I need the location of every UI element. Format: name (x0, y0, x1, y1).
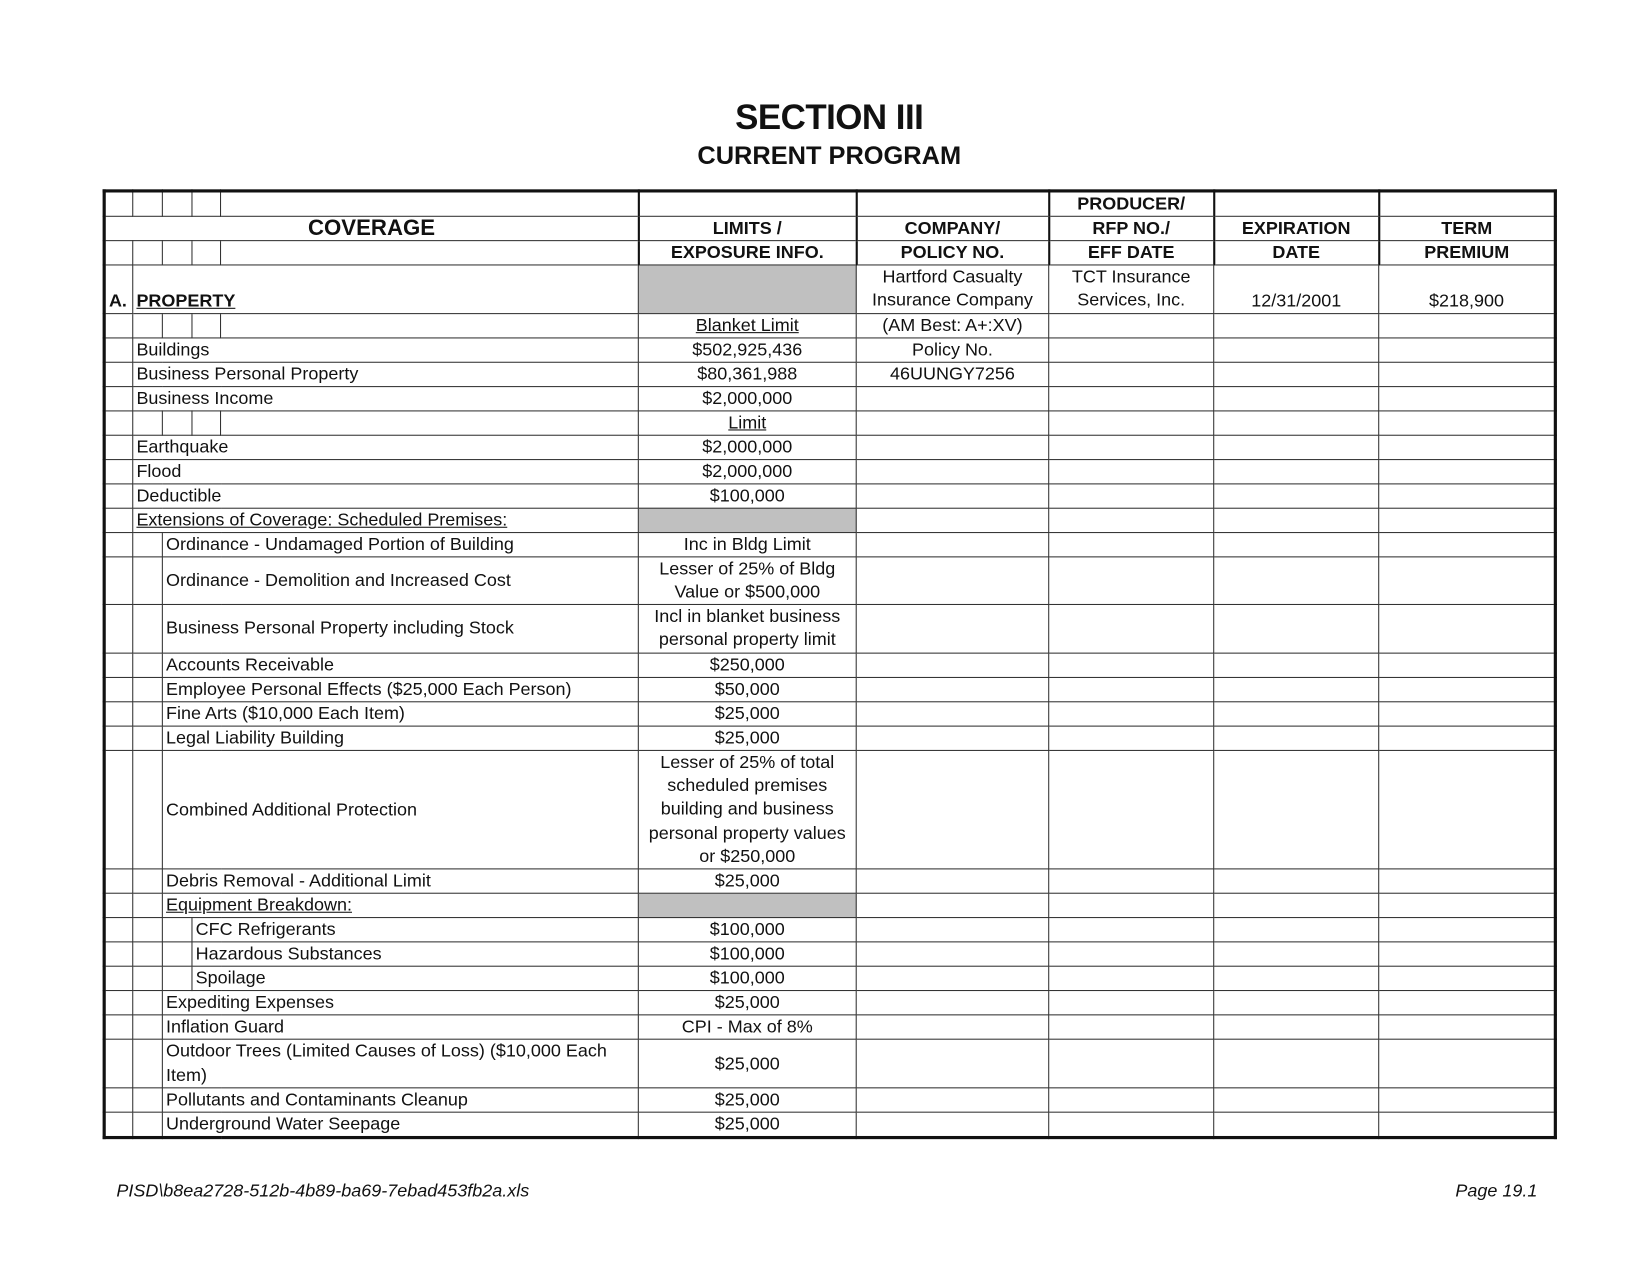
limit-cell (638, 532, 856, 556)
limit-cell (638, 386, 856, 410)
table-row (104, 991, 1555, 1015)
table-row (104, 459, 1555, 483)
extensions-heading: Extensions of Coverage: Scheduled Premises: (136, 509, 508, 530)
company-line1: Hartford Casualty (882, 266, 1023, 287)
coverage-limit: $100,000 (709, 485, 785, 506)
expiration-date: 12/31/2001 (1214, 265, 1379, 313)
policy-no-label: Policy No. (911, 339, 993, 360)
coverage-limit: $2,000,000 (702, 436, 793, 457)
limit-cell (638, 677, 856, 701)
limit-cell (638, 750, 856, 869)
coverage-name: Employee Personal Effects ($25,000 Each Person) (166, 678, 572, 699)
table-row (104, 869, 1555, 893)
coverage-limit: Lesser of 25% of total scheduled premises building and business personal property values or $250,000 (648, 751, 846, 867)
coverage-name: Pollutants and Contaminants Cleanup (166, 1089, 468, 1110)
table-row (104, 386, 1555, 410)
coverage-limit: $2,000,000 (702, 460, 793, 481)
header-row-3 (104, 241, 1555, 265)
producer-name (1049, 265, 1214, 313)
limit-cell (638, 918, 856, 942)
header-term-line2: PREMIUM (1379, 241, 1556, 265)
company-cell (856, 653, 1049, 677)
limit-cell (638, 605, 856, 653)
coverage-name: Business Income (136, 387, 274, 408)
coverage-table (103, 189, 1557, 1139)
header-producer-line2: RFP NO./ (1049, 216, 1214, 240)
limit-cell (638, 1112, 856, 1137)
coverage-cell (162, 1039, 638, 1087)
coverage-cell (162, 653, 638, 677)
table-row (104, 532, 1555, 556)
limit-cell (638, 1088, 856, 1112)
company-cell (856, 702, 1049, 726)
coverage-name: Hazardous Substances (195, 943, 382, 964)
company-cell (856, 869, 1049, 893)
company-cell (856, 918, 1049, 942)
table-row (104, 966, 1555, 990)
coverage-name: Earthquake (136, 436, 229, 457)
coverage-cell (133, 362, 639, 386)
limit-cell (638, 435, 856, 459)
coverage-name: Fine Arts ($10,000 Each Item) (166, 703, 405, 724)
coverage-cell (162, 869, 638, 893)
footer-file-path: PISD\b8ea2728-512b-4b89-ba69-7ebad453fb2a.xls (116, 1180, 530, 1201)
company-cell (856, 532, 1049, 556)
coverage-limit: $25,000 (714, 1053, 780, 1074)
coverage-name: Flood (136, 460, 182, 481)
limits-shaded-cell (638, 265, 856, 313)
company-cell (856, 1112, 1049, 1137)
coverage-name: Legal Liability Building (166, 727, 345, 748)
limit-cell (638, 1015, 856, 1039)
coverage-cell (192, 942, 638, 966)
limit-cell (638, 869, 856, 893)
coverage-cell (162, 991, 638, 1015)
limit-cell (638, 726, 856, 750)
limit-cell (638, 1039, 856, 1087)
table-row (104, 556, 1555, 604)
coverage-name: Outdoor Trees (Limited Causes of Loss) ($10,000 Each Item) (166, 1041, 607, 1085)
table-row (104, 338, 1555, 362)
coverage-cell (133, 459, 639, 483)
company-cell (856, 726, 1049, 750)
limit-cell (638, 942, 856, 966)
company-am-best: (AM Best: A+:XV) (856, 313, 1049, 337)
limit-label-row (104, 410, 1555, 434)
coverage-name: Ordinance - Demolition and Increased Cost (166, 569, 511, 591)
coverage-cell (162, 702, 638, 726)
company-cell (856, 894, 1049, 918)
coverage-cell (162, 726, 638, 750)
table-row (104, 750, 1555, 869)
header-producer-line1: PRODUCER/ (1049, 191, 1214, 216)
coverage-limit: $25,000 (714, 703, 780, 724)
company-cell (856, 966, 1049, 990)
coverage-cell (192, 966, 638, 990)
coverage-name: Spoilage (195, 968, 266, 989)
table-row (104, 362, 1555, 386)
limit-cell (638, 991, 856, 1015)
coverage-name: Deductible (136, 485, 222, 506)
equipment-heading: Equipment Breakdown: (166, 895, 352, 916)
coverage-cell (162, 1088, 638, 1112)
coverage-cell (162, 532, 638, 556)
company-cell (856, 508, 1049, 532)
limit-cell (638, 483, 856, 507)
coverage-limit: $100,000 (709, 919, 785, 940)
coverage-cell (133, 483, 639, 507)
limit-label: Limit (728, 412, 767, 433)
coverage-limit: $25,000 (714, 992, 780, 1013)
company-cell (856, 991, 1049, 1015)
company-cell (856, 750, 1049, 869)
coverage-cell (133, 386, 639, 410)
header-company-line2: POLICY NO. (856, 241, 1049, 265)
limit-cell (638, 966, 856, 990)
coverage-cell (162, 1015, 638, 1039)
company-cell (856, 386, 1049, 410)
coverage-limit: $25,000 (714, 1113, 780, 1134)
table-row (104, 1112, 1555, 1137)
term-premium: $218,900 (1379, 265, 1556, 313)
company-cell (856, 1015, 1049, 1039)
coverage-name: Combined Additional Protection (166, 799, 417, 820)
coverage-limit: $250,000 (709, 654, 785, 675)
coverage-limit: $100,000 (709, 968, 785, 989)
coverage-limit: $2,000,000 (702, 387, 793, 408)
header-expiration-line1: EXPIRATION (1214, 216, 1379, 240)
company-line2: Insurance Company (871, 290, 1033, 311)
coverage-name: Buildings (136, 339, 210, 360)
policy-number: 46UUNGY7256 (889, 363, 1015, 384)
coverage-limit: Lesser of 25% of Bldg Value or $500,000 (659, 558, 836, 602)
footer-page-label: Page 19.1 (1455, 1180, 1538, 1201)
coverage-name: Accounts Receivable (166, 654, 334, 675)
limit-cell (638, 459, 856, 483)
coverage-limit: $100,000 (709, 943, 785, 964)
table-row (104, 1015, 1555, 1039)
company-cell (856, 435, 1049, 459)
company-cell (856, 483, 1049, 507)
coverage-cell (133, 508, 639, 532)
company-cell (856, 677, 1049, 701)
coverage-name: Business Personal Property (136, 363, 359, 384)
coverage-limit: Inc in Bldg Limit (683, 533, 811, 554)
coverage-limit: $25,000 (714, 1089, 780, 1110)
company-cell (856, 362, 1049, 386)
header-coverage: COVERAGE (104, 216, 638, 240)
limit-cell (638, 338, 856, 362)
company-name (856, 265, 1049, 313)
coverage-cell (162, 1112, 638, 1137)
producer-line1: TCT Insurance (1071, 266, 1191, 287)
table-row (104, 435, 1555, 459)
limit-cell (638, 653, 856, 677)
company-cell (856, 942, 1049, 966)
table-row (104, 942, 1555, 966)
coverage-limit: $502,925,436 (692, 339, 803, 360)
producer-line2: Services, Inc. (1077, 290, 1186, 311)
table-row (104, 1039, 1555, 1087)
coverage-cell (162, 556, 638, 604)
table-row (104, 702, 1555, 726)
limit-cell (638, 556, 856, 604)
coverage-cell (133, 435, 639, 459)
header-limits-line1: LIMITS / (638, 216, 856, 240)
section-subtitle: CURRENT PROGRAM (697, 141, 962, 171)
coverage-name: Expediting Expenses (166, 992, 335, 1013)
header-expiration-line2: DATE (1214, 241, 1379, 265)
section-letter: A. (104, 265, 133, 313)
header-producer-line3: EFF DATE (1049, 241, 1214, 265)
company-cell (856, 605, 1049, 653)
header-term-line1: TERM (1379, 216, 1556, 240)
coverage-name: Underground Water Seepage (166, 1113, 401, 1134)
company-cell (856, 556, 1049, 604)
table-row (104, 483, 1555, 507)
extensions-heading-row (104, 508, 1555, 532)
section-row-property (104, 265, 1555, 313)
limit-cell (638, 894, 856, 918)
coverage-cell (192, 918, 638, 942)
coverage-limit: $25,000 (714, 727, 780, 748)
header-company-line1: COMPANY/ (856, 216, 1049, 240)
coverage-name: Business Personal Property including Stock (166, 618, 514, 639)
coverage-name: Debris Removal - Additional Limit (166, 870, 431, 891)
table-row (104, 726, 1555, 750)
table-row (104, 677, 1555, 701)
coverage-cell (162, 677, 638, 701)
blanket-label-row (104, 313, 1555, 337)
coverage-cell (162, 605, 638, 653)
limit-cell (638, 508, 856, 532)
table-row (104, 918, 1555, 942)
coverage-name: CFC Refrigerants (195, 919, 336, 940)
coverage-cell (162, 750, 638, 869)
coverage-name: Inflation Guard (166, 1016, 285, 1037)
company-cell (856, 1088, 1049, 1112)
coverage-limit: $25,000 (714, 870, 780, 891)
blanket-limit-label: Blanket Limit (695, 314, 799, 335)
table-row (104, 605, 1555, 653)
company-cell (856, 338, 1049, 362)
coverage-name: Ordinance - Undamaged Portion of Building (166, 533, 514, 554)
limit-cell (638, 362, 856, 386)
coverage-limit: Incl in blanket business personal property limit (654, 606, 841, 650)
coverage-cell (133, 338, 639, 362)
company-cell (856, 1039, 1049, 1087)
equipment-heading-row (104, 894, 1555, 918)
section-title: SECTION III (735, 97, 924, 137)
coverage-limit: $50,000 (714, 678, 780, 699)
table-row (104, 1088, 1555, 1112)
company-cell (856, 459, 1049, 483)
coverage-limit: CPI - Max of 8% (681, 1016, 813, 1037)
header-limits-line2: EXPOSURE INFO. (638, 241, 856, 265)
table-row (104, 653, 1555, 677)
header-row-1 (104, 191, 1555, 216)
coverage-cell (162, 894, 638, 918)
coverage-limit: $80,361,988 (697, 363, 798, 384)
limit-cell (638, 702, 856, 726)
header-row-2 (104, 216, 1555, 240)
section-name: PROPERTY (136, 290, 236, 311)
